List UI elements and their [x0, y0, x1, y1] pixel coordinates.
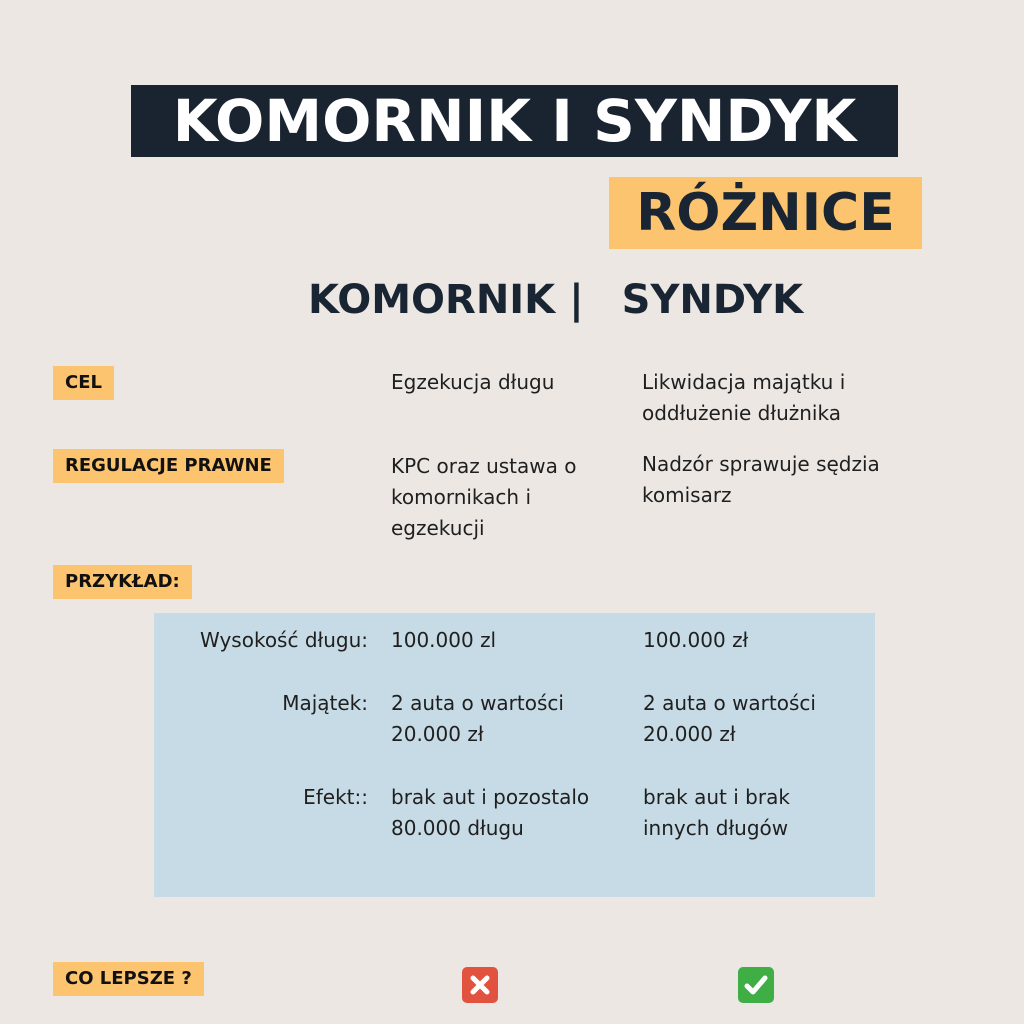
label-regulacje-text: REGULACJE PRAWNE: [65, 455, 272, 476]
label-cel-text: CEL: [65, 372, 102, 393]
cross-mark-glyph: [462, 967, 498, 1003]
check-mark-glyph: [738, 967, 774, 1003]
column-header-syndyk: SYNDYK: [621, 277, 804, 323]
label-regulacje: [53, 449, 284, 483]
label-co-lepsze: [53, 962, 204, 996]
example-row-label-efekt: Efekt::: [303, 785, 368, 809]
example-efekt-komornik: brak aut i pozostalo 80.000 długu: [391, 785, 590, 840]
example-dlug-komornik: 100.000 zl: [391, 628, 497, 652]
example-row-label-majatek: Majątek:: [282, 691, 368, 715]
example-dlug-syndyk: 100.000 zł: [643, 628, 749, 652]
example-efekt-syndyk: brak aut i brak innych długów: [643, 785, 790, 840]
example-majatek-syndyk: 2 auta o wartości 20.000 zł: [643, 691, 816, 746]
subtitle-banner: [609, 177, 922, 249]
cel-syndyk: Likwidacja majątku i oddłużenie dłużnika: [642, 370, 846, 425]
example-majatek-komornik: 2 auta o wartości 20.000 zł: [391, 691, 564, 746]
regulacje-syndyk: Nadzór sprawuje sędzia komisarz: [642, 452, 880, 507]
cross-mark-icon: [462, 967, 498, 1003]
column-headers: [300, 272, 900, 328]
label-przyklad: [53, 565, 192, 599]
check-mark-icon: [738, 967, 774, 1003]
cel-komornik: Egzekucja długu: [391, 370, 555, 394]
example-row-label-dlug: Wysokość długu:: [200, 628, 368, 652]
column-header-komornik: KOMORNIK |: [308, 277, 584, 323]
title-banner: [131, 85, 898, 157]
regulacje-komornik: KPC oraz ustawa o komornikach i egzekucji: [391, 454, 577, 540]
label-co-lepsze-text: CO LEPSZE ?: [65, 968, 192, 989]
label-przyklad-text: PRZYKŁAD:: [65, 571, 180, 592]
page-subtitle: RÓŻNICE: [636, 183, 895, 243]
label-cel: [53, 366, 114, 400]
page-title: KOMORNIK I SYNDYK: [172, 87, 857, 155]
